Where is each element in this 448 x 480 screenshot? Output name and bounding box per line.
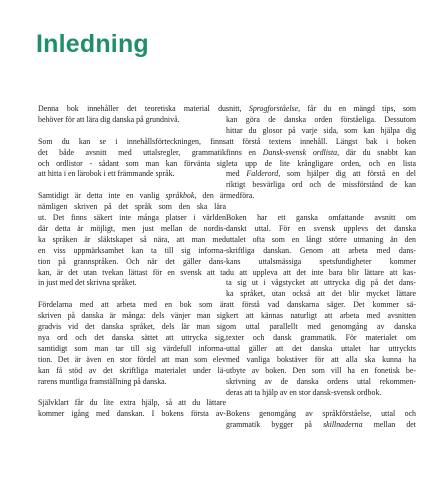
text-line: kommer igång med danskan. I bokens första av- bbox=[38, 409, 226, 419]
text-line bbox=[226, 148, 416, 159]
text-line: texter och dansk grammatik. För materialet om bbox=[226, 333, 416, 343]
text-line: tion på grannspråken. Och när det gäller dans- bbox=[38, 256, 226, 266]
text-line: att hitta i en lärobok i ett främmande språk. bbox=[38, 169, 175, 179]
text-line: skriven på danska är många: dels vänjer man sig bbox=[38, 311, 226, 321]
text-line: nya ord och det danska sättet att uttrycka sig, bbox=[38, 332, 226, 342]
text-line: du att uppleva att det inte bara blir lättare att kas- bbox=[226, 267, 416, 277]
paragraph-contents bbox=[38, 137, 226, 181]
text-line: en viss uppmärksamhet kan ta till sig informa- bbox=[38, 245, 226, 255]
text-line: ut. Det finns säkert inte många platser i världen bbox=[38, 213, 226, 223]
text-line: att förstå vad danskarna säger. Det kommer sä- bbox=[226, 300, 416, 310]
chapter-title: Inledning bbox=[36, 30, 149, 58]
text-run: med bbox=[226, 169, 247, 179]
text-line: kert att kännas naturligt att arbeta med avsnitten bbox=[226, 311, 416, 321]
text-line: riktigt besvärliga ord och de missförstånd de kan bbox=[226, 180, 416, 190]
text-line: om uttal parallellt med genomgång av danska bbox=[226, 322, 416, 332]
text-run: finns en bbox=[226, 147, 263, 157]
text-line: medföra. bbox=[226, 191, 255, 201]
text-line: gradvis vid det danska språket, dels lär man sig bbox=[38, 322, 226, 332]
paragraph-extra-help bbox=[38, 398, 226, 420]
text-line: med vanliga bokstäver för att alla ska kunna ha bbox=[226, 354, 416, 364]
text-line: kan, är det utan tvekan lättast för en svensk att ta bbox=[38, 267, 226, 277]
text-run: snitt, bbox=[226, 104, 249, 113]
text-line: Denna bok innehåller det teoretiska material du bbox=[38, 104, 226, 113]
emphasis-text: skillnaderna bbox=[323, 420, 363, 430]
paragraph-tips bbox=[226, 104, 416, 202]
text-line: hittar du glosor på varje sida, som kan hjälpa dig bbox=[226, 125, 416, 135]
left-column bbox=[38, 104, 226, 420]
text-line: skriftliga danskan. Genom att arbeta med dans- bbox=[226, 245, 416, 255]
text-line: det både avsnitt med uttalsregler, grammatik bbox=[38, 147, 226, 157]
text-line: Som du kan se i innehållsförteckningen, finns bbox=[38, 136, 226, 146]
text-line: rarens muntliga framställning på danska. bbox=[38, 376, 167, 386]
text-run: Samtidigt är detta inte en vanlig bbox=[38, 191, 166, 201]
text-line bbox=[226, 104, 416, 115]
text-line bbox=[226, 169, 416, 180]
text-line: där detta är möjligt, men just mellan de nordis- bbox=[38, 223, 226, 233]
text-line: tion. Det är även en stor fördel att man som elev bbox=[38, 354, 226, 364]
text-line: Bokens genomgång av språkförståelse, uttal och bbox=[226, 409, 416, 419]
text-run: mellan det bbox=[362, 420, 416, 430]
emphasis-text: Falderord bbox=[246, 169, 279, 179]
text-line: Självklart får du lite extra hjälp, så att du lättare bbox=[38, 398, 226, 408]
text-line: ta sig ut i vågstycket att uttrycka dig på det dans- bbox=[226, 278, 416, 288]
text-line: in just med det skrivna språket. bbox=[38, 278, 137, 288]
text-line: kan få stöd av det skriftliga materialet under lä- bbox=[38, 365, 226, 375]
text-line: Boken har ett ganska omfattande avsnitt om bbox=[226, 213, 416, 223]
paragraph-pronunciation bbox=[226, 213, 416, 398]
emphasis-text: Sprogforståelse bbox=[248, 104, 299, 113]
text-line: ka språket, utan också att det blir mycket lättare bbox=[226, 289, 416, 299]
text-line: behöver för att lära dig danska på grundnivå. bbox=[38, 114, 180, 124]
emphasis-text: Dansk-svensk ordlista bbox=[262, 147, 338, 157]
text-line: samtidigt som man tar till sig värdefull informa- bbox=[38, 343, 226, 353]
text-run: , får du en mängd tips, som bbox=[298, 104, 416, 113]
text-line bbox=[38, 191, 226, 202]
paragraph-differences bbox=[226, 409, 416, 431]
text-line: deras att ta hjälp av en stor dansk-svensk ordbok. bbox=[226, 387, 382, 397]
text-run: , som hjälper dig att förstå en del bbox=[278, 169, 416, 179]
text-line: uttal gäller att det danska uttalet har uttryckts bbox=[226, 343, 416, 353]
text-line: leta upp de lite krångligare orden, och en lista bbox=[226, 158, 416, 168]
text-line: att förstå textens innehåll. Längst bak i boken bbox=[226, 136, 416, 146]
text-line: kan göra de danska orden förståeliga. Dessutom bbox=[226, 114, 416, 124]
text-line bbox=[226, 420, 416, 431]
text-line: och ordlistor - sådant som man kan förvänta sig bbox=[38, 158, 226, 168]
text-line: kans uttalsmässiga spetsfundigheter kommer bbox=[226, 256, 416, 266]
text-run: grammatik bygger på bbox=[226, 420, 324, 430]
text-line: ka språken är släktskapet så nära, att man med bbox=[38, 234, 226, 244]
right-column bbox=[226, 104, 416, 431]
text-run: , där du snabbt kan bbox=[337, 147, 416, 157]
text-run: , den är bbox=[194, 191, 226, 201]
emphasis-text: språkbok bbox=[165, 191, 195, 201]
paragraph-intro bbox=[38, 104, 226, 126]
text-line: utbyte av boken. Den som vill ha en fonetisk be- bbox=[226, 365, 416, 375]
text-line: uttalet ofta som en långt större utmaning än den bbox=[226, 234, 416, 244]
text-line: Fördelarna med att arbeta med en bok som är bbox=[38, 300, 226, 310]
text-line: nämligen skriven på det språk som den ska lära bbox=[38, 202, 226, 212]
text-line: skrivning av de danska ordens uttal rekommen- bbox=[226, 376, 416, 386]
paragraph-language-book bbox=[38, 191, 226, 289]
paragraph-advantages bbox=[38, 300, 226, 387]
text-line: danskt uttal. För en svensk upplevs det danska bbox=[226, 223, 416, 233]
